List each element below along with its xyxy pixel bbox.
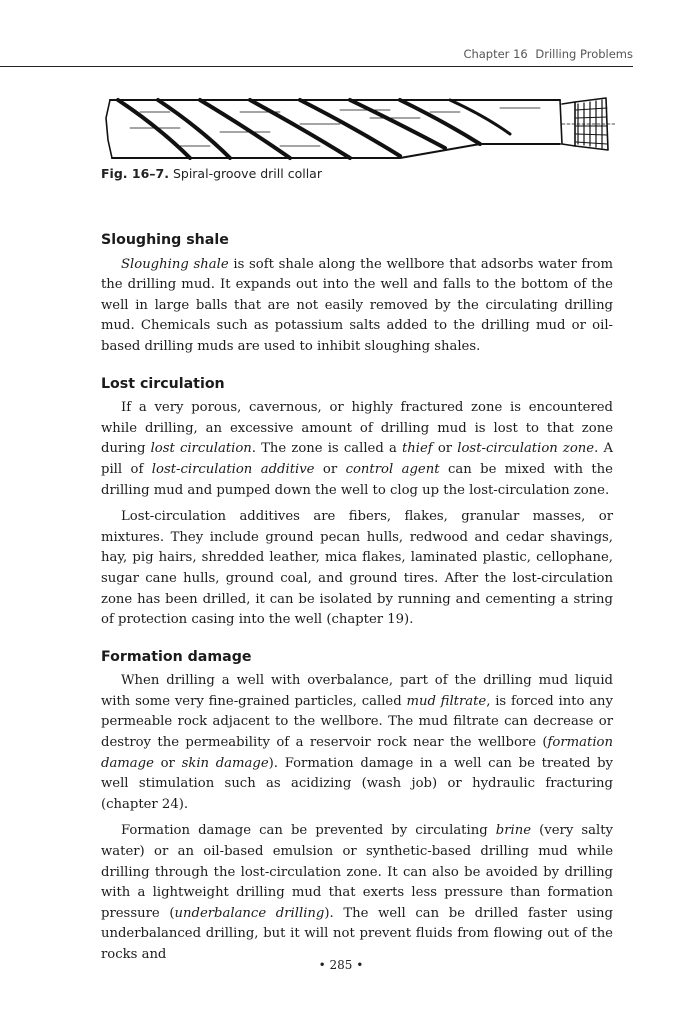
italic-term: formation damage — [101, 735, 613, 771]
paragraph — [101, 255, 613, 358]
text-run: or — [314, 461, 346, 477]
italic-term: control agent — [345, 461, 440, 477]
italic-term: Sloughing shale — [121, 256, 229, 272]
text-run: If a very porous, cavernous, or highly fractured zone is encountered while drilling, an excessive amount of drilling mud is lost to that zone during — [101, 400, 613, 457]
chapter-label: Chapter 16 — [463, 47, 528, 61]
header-rule — [0, 66, 633, 67]
section — [101, 374, 613, 631]
text-run: Lost-circulation additives are fibers, flakes, granular masses, or mixtures. They include ground pecan hulls, redwood and cedar shavings, hay, pig hairs, shredded leather, mica flakes, laminated plastic, cellophane, sugar cane hulls, ground coal, and ground tires. After the lost-circulation zone has been drilled, it can be isolated by running and cementing a string of protection casing into the well (chapter 19). — [101, 509, 613, 628]
chapter-title: Drilling Problems — [535, 47, 633, 61]
section-heading: Sloughing shale — [101, 232, 229, 248]
italic-term: lost-circulation zone — [457, 441, 595, 457]
text-run: . A pill of — [101, 441, 613, 477]
paragraph — [101, 507, 613, 631]
italic-term: skin damage — [181, 755, 269, 771]
text-run: When drilling a well with overbalance, part of the drilling mud liquid with some very fine-grained particles, called — [101, 673, 613, 709]
running-head — [463, 47, 633, 61]
paragraph — [101, 821, 613, 965]
page-number: • 285 • — [318, 958, 364, 972]
italic-term: mud filtrate — [406, 693, 487, 709]
figure-caption — [101, 166, 322, 181]
italic-term: lost-circulation additive — [151, 461, 315, 477]
figure-label: Fig. 16–7. — [101, 166, 169, 181]
figure-caption-text: Spiral-groove drill collar — [172, 166, 322, 181]
italic-term: underbalance drilling — [174, 905, 325, 921]
italic-term: brine — [495, 823, 532, 839]
section — [101, 647, 613, 966]
paragraph — [101, 398, 613, 501]
text-run: ). Formation damage in a well can be treated by well stimulation such as acidizing (wash job) or hydraulic fracturing (chapter 24). — [101, 755, 613, 812]
italic-term: thief — [401, 441, 433, 457]
text-run: or — [153, 755, 182, 771]
text-run: Formation damage can be prevented by circulating — [121, 823, 496, 839]
figure-drill-collar — [100, 88, 615, 164]
section-heading: Lost circulation — [101, 375, 225, 392]
section-heading: Formation damage — [101, 648, 252, 665]
text-run: can be mixed with the drilling mud and pumped down the well to clog up the lost-circulation zone. — [101, 461, 613, 498]
main-content — [101, 230, 613, 966]
text-run: ). The well can be drilled faster using underbalanced drilling, but it will not prevent fluids from flowing out of the rocks and — [101, 905, 613, 962]
italic-term: lost circulation — [150, 441, 252, 457]
text-run: is soft shale along the wellbore that adsorbs water from the drilling mud. It expands out into the well and falls to the bottom of the well in large balls that are not easily removed by the circulating drilling mud. Chemicals such as potassium salts added to the drilling mud or oil-based drilling muds are used to inhibit sloughing shales. — [101, 256, 613, 354]
text-run: (very salty water) or an oil-based emulsion or synthetic-based drilling mud while drilling through the lost-circulation zone. It can also be avoided by drilling with a lightweight drilling mud that exerts less pressure than formation pressure ( — [101, 823, 613, 921]
text-run: or — [432, 441, 458, 457]
text-run: . The zone is called a — [251, 441, 402, 457]
paragraph — [101, 671, 613, 815]
text-run: , is forced into any permeable rock adjacent to the wellbore. The mud filtrate can decrease or destroy the permeability of a reservoir rock near the wellbore ( — [101, 693, 613, 751]
drill-collar-illustration — [100, 88, 615, 164]
section — [101, 230, 613, 358]
